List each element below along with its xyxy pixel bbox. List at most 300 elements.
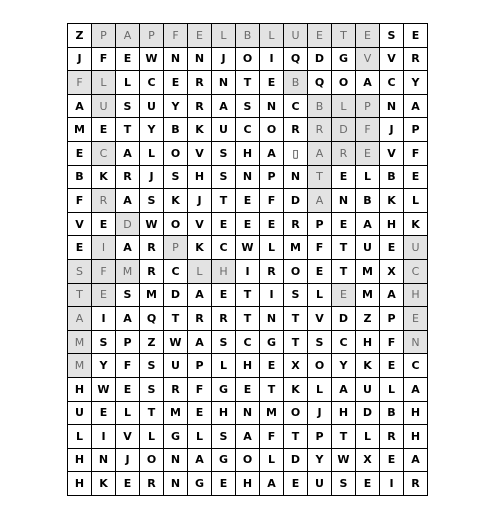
- grid-cell[interactable]: V: [380, 142, 404, 166]
- grid-cell[interactable]: O: [236, 48, 260, 72]
- grid-cell[interactable]: S: [308, 331, 332, 355]
- grid-cell[interactable]: O: [164, 142, 188, 166]
- grid-cell[interactable]: T: [236, 284, 260, 308]
- grid-cell[interactable]: E: [116, 48, 140, 72]
- grid-cell[interactable]: S: [236, 95, 260, 119]
- grid-cell[interactable]: U: [284, 24, 308, 48]
- grid-cell[interactable]: M: [116, 260, 140, 284]
- grid-cell[interactable]: M: [68, 118, 92, 142]
- grid-cell[interactable]: S: [284, 284, 308, 308]
- grid-cell[interactable]: L: [188, 260, 212, 284]
- grid-cell[interactable]: R: [140, 472, 164, 496]
- grid-cell[interactable]: L: [308, 378, 332, 402]
- grid-cell[interactable]: E: [236, 213, 260, 237]
- grid-cell[interactable]: M: [140, 284, 164, 308]
- grid-cell[interactable]: U: [356, 378, 380, 402]
- grid-cell[interactable]: E: [116, 378, 140, 402]
- grid-cell[interactable]: E: [356, 24, 380, 48]
- grid-cell[interactable]: E: [188, 24, 212, 48]
- grid-cell[interactable]: E: [356, 142, 380, 166]
- grid-cell[interactable]: U: [92, 95, 116, 119]
- grid-cell[interactable]: B: [356, 189, 380, 213]
- grid-cell[interactable]: T: [332, 236, 356, 260]
- grid-cell[interactable]: Y: [164, 95, 188, 119]
- grid-cell[interactable]: P: [260, 166, 284, 190]
- grid-cell[interactable]: C: [212, 236, 236, 260]
- grid-cell[interactable]: ▯: [284, 142, 308, 166]
- grid-cell[interactable]: F: [92, 260, 116, 284]
- grid-cell[interactable]: H: [356, 331, 380, 355]
- grid-cell[interactable]: V: [68, 213, 92, 237]
- grid-cell[interactable]: E: [68, 142, 92, 166]
- grid-cell[interactable]: R: [188, 71, 212, 95]
- grid-cell[interactable]: F: [68, 189, 92, 213]
- grid-cell[interactable]: N: [164, 449, 188, 473]
- grid-cell[interactable]: A: [68, 95, 92, 119]
- grid-cell[interactable]: S: [164, 166, 188, 190]
- grid-cell[interactable]: N: [236, 402, 260, 426]
- grid-cell[interactable]: V: [380, 48, 404, 72]
- grid-cell[interactable]: A: [356, 213, 380, 237]
- grid-cell[interactable]: X: [356, 449, 380, 473]
- grid-cell[interactable]: A: [404, 378, 428, 402]
- grid-cell[interactable]: E: [356, 472, 380, 496]
- grid-cell[interactable]: S: [92, 331, 116, 355]
- grid-cell[interactable]: E: [284, 472, 308, 496]
- grid-cell[interactable]: A: [188, 331, 212, 355]
- grid-cell[interactable]: R: [212, 307, 236, 331]
- grid-cell[interactable]: T: [332, 425, 356, 449]
- grid-cell[interactable]: D: [284, 189, 308, 213]
- grid-cell[interactable]: L: [308, 284, 332, 308]
- grid-cell[interactable]: O: [284, 402, 308, 426]
- grid-cell[interactable]: H: [380, 213, 404, 237]
- grid-cell[interactable]: E: [332, 213, 356, 237]
- grid-cell[interactable]: K: [92, 472, 116, 496]
- grid-cell[interactable]: O: [308, 354, 332, 378]
- grid-cell[interactable]: G: [332, 48, 356, 72]
- grid-cell[interactable]: M: [68, 354, 92, 378]
- grid-cell[interactable]: K: [380, 189, 404, 213]
- grid-cell[interactable]: I: [92, 307, 116, 331]
- grid-cell[interactable]: R: [188, 307, 212, 331]
- grid-cell[interactable]: Y: [308, 449, 332, 473]
- grid-cell[interactable]: E: [116, 472, 140, 496]
- grid-cell[interactable]: A: [68, 307, 92, 331]
- grid-cell[interactable]: E: [332, 166, 356, 190]
- grid-cell[interactable]: A: [308, 142, 332, 166]
- grid-cell[interactable]: H: [404, 284, 428, 308]
- grid-cell[interactable]: N: [164, 472, 188, 496]
- grid-cell[interactable]: N: [164, 48, 188, 72]
- grid-cell[interactable]: U: [308, 472, 332, 496]
- grid-cell[interactable]: L: [92, 71, 116, 95]
- grid-cell[interactable]: L: [260, 24, 284, 48]
- grid-cell[interactable]: X: [284, 354, 308, 378]
- grid-cell[interactable]: D: [164, 284, 188, 308]
- grid-cell[interactable]: U: [212, 118, 236, 142]
- grid-cell[interactable]: K: [284, 378, 308, 402]
- grid-cell[interactable]: S: [68, 260, 92, 284]
- grid-cell[interactable]: E: [404, 166, 428, 190]
- grid-cell[interactable]: G: [164, 425, 188, 449]
- grid-cell[interactable]: E: [68, 236, 92, 260]
- grid-cell[interactable]: F: [188, 378, 212, 402]
- grid-cell[interactable]: W: [236, 236, 260, 260]
- grid-cell[interactable]: J: [140, 166, 164, 190]
- grid-cell[interactable]: S: [116, 284, 140, 308]
- grid-cell[interactable]: E: [332, 284, 356, 308]
- grid-cell[interactable]: L: [116, 71, 140, 95]
- grid-cell[interactable]: R: [308, 118, 332, 142]
- grid-cell[interactable]: D: [284, 449, 308, 473]
- grid-cell[interactable]: C: [404, 354, 428, 378]
- grid-cell[interactable]: P: [140, 24, 164, 48]
- grid-cell[interactable]: U: [140, 95, 164, 119]
- grid-cell[interactable]: Q: [284, 48, 308, 72]
- grid-cell[interactable]: Z: [140, 331, 164, 355]
- grid-cell[interactable]: I: [260, 48, 284, 72]
- grid-cell[interactable]: S: [212, 425, 236, 449]
- grid-cell[interactable]: P: [116, 331, 140, 355]
- grid-cell[interactable]: R: [92, 189, 116, 213]
- grid-cell[interactable]: R: [380, 425, 404, 449]
- grid-cell[interactable]: J: [308, 402, 332, 426]
- grid-cell[interactable]: X: [380, 260, 404, 284]
- grid-cell[interactable]: T: [140, 402, 164, 426]
- grid-cell[interactable]: N: [332, 189, 356, 213]
- grid-cell[interactable]: T: [284, 425, 308, 449]
- grid-cell[interactable]: N: [236, 166, 260, 190]
- grid-cell[interactable]: E: [212, 472, 236, 496]
- grid-cell[interactable]: N: [92, 449, 116, 473]
- grid-cell[interactable]: N: [188, 48, 212, 72]
- grid-cell[interactable]: I: [260, 284, 284, 308]
- grid-cell[interactable]: K: [404, 213, 428, 237]
- grid-cell[interactable]: V: [356, 48, 380, 72]
- grid-cell[interactable]: Q: [140, 307, 164, 331]
- grid-cell[interactable]: B: [164, 118, 188, 142]
- grid-cell[interactable]: O: [140, 449, 164, 473]
- grid-cell[interactable]: V: [188, 213, 212, 237]
- grid-cell[interactable]: E: [92, 118, 116, 142]
- grid-cell[interactable]: U: [164, 354, 188, 378]
- grid-cell[interactable]: S: [140, 354, 164, 378]
- grid-cell[interactable]: H: [236, 472, 260, 496]
- grid-cell[interactable]: S: [212, 331, 236, 355]
- grid-cell[interactable]: W: [92, 378, 116, 402]
- grid-cell[interactable]: A: [116, 24, 140, 48]
- grid-cell[interactable]: Z: [68, 24, 92, 48]
- grid-cell[interactable]: T: [332, 260, 356, 284]
- grid-cell[interactable]: A: [260, 472, 284, 496]
- grid-cell[interactable]: W: [332, 449, 356, 473]
- grid-cell[interactable]: T: [164, 307, 188, 331]
- grid-cell[interactable]: O: [164, 213, 188, 237]
- grid-cell[interactable]: K: [356, 354, 380, 378]
- grid-cell[interactable]: D: [308, 48, 332, 72]
- grid-cell[interactable]: Y: [92, 354, 116, 378]
- grid-cell[interactable]: Q: [308, 71, 332, 95]
- grid-cell[interactable]: D: [356, 402, 380, 426]
- grid-cell[interactable]: H: [404, 402, 428, 426]
- grid-cell[interactable]: M: [284, 236, 308, 260]
- grid-cell[interactable]: A: [212, 95, 236, 119]
- grid-cell[interactable]: K: [188, 118, 212, 142]
- grid-cell[interactable]: S: [140, 378, 164, 402]
- grid-cell[interactable]: C: [140, 71, 164, 95]
- grid-cell[interactable]: T: [236, 71, 260, 95]
- grid-cell[interactable]: G: [212, 449, 236, 473]
- grid-cell[interactable]: P: [308, 213, 332, 237]
- grid-cell[interactable]: W: [140, 213, 164, 237]
- grid-cell[interactable]: I: [92, 425, 116, 449]
- grid-cell[interactable]: P: [380, 307, 404, 331]
- grid-cell[interactable]: R: [332, 142, 356, 166]
- grid-cell[interactable]: J: [188, 189, 212, 213]
- grid-cell[interactable]: C: [236, 331, 260, 355]
- grid-cell[interactable]: T: [332, 24, 356, 48]
- grid-cell[interactable]: H: [68, 472, 92, 496]
- grid-cell[interactable]: E: [92, 213, 116, 237]
- grid-cell[interactable]: E: [308, 24, 332, 48]
- grid-cell[interactable]: T: [284, 331, 308, 355]
- grid-cell[interactable]: L: [212, 354, 236, 378]
- grid-cell[interactable]: P: [404, 118, 428, 142]
- grid-cell[interactable]: U: [68, 402, 92, 426]
- grid-cell[interactable]: R: [116, 166, 140, 190]
- grid-cell[interactable]: M: [356, 284, 380, 308]
- grid-cell[interactable]: D: [332, 307, 356, 331]
- grid-cell[interactable]: W: [164, 331, 188, 355]
- grid-cell[interactable]: L: [356, 166, 380, 190]
- grid-cell[interactable]: L: [260, 449, 284, 473]
- grid-cell[interactable]: L: [260, 236, 284, 260]
- grid-cell[interactable]: V: [116, 425, 140, 449]
- grid-cell[interactable]: L: [116, 402, 140, 426]
- grid-cell[interactable]: S: [332, 472, 356, 496]
- grid-cell[interactable]: A: [404, 95, 428, 119]
- grid-cell[interactable]: Y: [404, 71, 428, 95]
- grid-cell[interactable]: E: [260, 213, 284, 237]
- grid-cell[interactable]: K: [188, 236, 212, 260]
- grid-cell[interactable]: I: [236, 260, 260, 284]
- grid-cell[interactable]: M: [164, 402, 188, 426]
- grid-cell[interactable]: M: [260, 402, 284, 426]
- grid-cell[interactable]: I: [92, 236, 116, 260]
- grid-cell[interactable]: E: [260, 71, 284, 95]
- grid-cell[interactable]: H: [332, 402, 356, 426]
- grid-cell[interactable]: E: [380, 449, 404, 473]
- grid-cell[interactable]: A: [188, 284, 212, 308]
- grid-cell[interactable]: L: [380, 378, 404, 402]
- grid-cell[interactable]: O: [284, 260, 308, 284]
- grid-cell[interactable]: B: [308, 95, 332, 119]
- grid-cell[interactable]: A: [116, 307, 140, 331]
- grid-cell[interactable]: R: [284, 213, 308, 237]
- grid-cell[interactable]: J: [116, 449, 140, 473]
- grid-cell[interactable]: Y: [332, 354, 356, 378]
- grid-cell[interactable]: K: [92, 166, 116, 190]
- grid-cell[interactable]: T: [260, 378, 284, 402]
- grid-cell[interactable]: A: [236, 425, 260, 449]
- grid-cell[interactable]: R: [404, 48, 428, 72]
- grid-cell[interactable]: C: [380, 71, 404, 95]
- grid-cell[interactable]: F: [380, 331, 404, 355]
- grid-cell[interactable]: F: [68, 71, 92, 95]
- grid-cell[interactable]: E: [380, 354, 404, 378]
- grid-cell[interactable]: F: [356, 118, 380, 142]
- grid-cell[interactable]: A: [116, 142, 140, 166]
- grid-cell[interactable]: E: [308, 260, 332, 284]
- grid-cell[interactable]: A: [332, 378, 356, 402]
- grid-cell[interactable]: J: [212, 48, 236, 72]
- grid-cell[interactable]: T: [116, 118, 140, 142]
- grid-cell[interactable]: R: [140, 236, 164, 260]
- grid-cell[interactable]: H: [236, 142, 260, 166]
- grid-cell[interactable]: N: [404, 331, 428, 355]
- grid-cell[interactable]: C: [404, 260, 428, 284]
- grid-cell[interactable]: B: [380, 166, 404, 190]
- grid-cell[interactable]: G: [188, 472, 212, 496]
- grid-cell[interactable]: H: [404, 425, 428, 449]
- grid-cell[interactable]: E: [380, 236, 404, 260]
- grid-cell[interactable]: B: [380, 402, 404, 426]
- grid-cell[interactable]: T: [308, 166, 332, 190]
- grid-cell[interactable]: F: [116, 354, 140, 378]
- grid-cell[interactable]: F: [92, 48, 116, 72]
- grid-cell[interactable]: F: [260, 189, 284, 213]
- grid-cell[interactable]: P: [356, 95, 380, 119]
- grid-cell[interactable]: S: [380, 24, 404, 48]
- grid-cell[interactable]: C: [332, 331, 356, 355]
- grid-cell[interactable]: R: [188, 95, 212, 119]
- grid-cell[interactable]: R: [140, 260, 164, 284]
- grid-cell[interactable]: C: [164, 260, 188, 284]
- grid-cell[interactable]: E: [404, 307, 428, 331]
- grid-cell[interactable]: S: [212, 142, 236, 166]
- grid-cell[interactable]: L: [404, 189, 428, 213]
- grid-cell[interactable]: L: [188, 425, 212, 449]
- grid-cell[interactable]: S: [212, 166, 236, 190]
- grid-cell[interactable]: E: [260, 354, 284, 378]
- grid-cell[interactable]: A: [356, 71, 380, 95]
- grid-cell[interactable]: F: [404, 142, 428, 166]
- grid-cell[interactable]: L: [332, 95, 356, 119]
- grid-cell[interactable]: E: [188, 402, 212, 426]
- grid-cell[interactable]: L: [68, 425, 92, 449]
- grid-cell[interactable]: P: [308, 425, 332, 449]
- grid-cell[interactable]: N: [260, 95, 284, 119]
- grid-cell[interactable]: A: [260, 142, 284, 166]
- grid-cell[interactable]: Z: [356, 307, 380, 331]
- grid-cell[interactable]: S: [140, 189, 164, 213]
- grid-cell[interactable]: R: [164, 378, 188, 402]
- grid-cell[interactable]: R: [284, 118, 308, 142]
- grid-cell[interactable]: E: [212, 213, 236, 237]
- grid-cell[interactable]: N: [260, 307, 284, 331]
- grid-cell[interactable]: O: [260, 118, 284, 142]
- grid-cell[interactable]: B: [68, 166, 92, 190]
- grid-cell[interactable]: L: [140, 142, 164, 166]
- grid-cell[interactable]: E: [212, 284, 236, 308]
- grid-cell[interactable]: P: [164, 236, 188, 260]
- grid-cell[interactable]: T: [212, 189, 236, 213]
- grid-cell[interactable]: E: [404, 24, 428, 48]
- grid-cell[interactable]: O: [236, 449, 260, 473]
- grid-cell[interactable]: G: [212, 378, 236, 402]
- grid-cell[interactable]: H: [68, 378, 92, 402]
- grid-cell[interactable]: I: [380, 472, 404, 496]
- grid-cell[interactable]: B: [236, 24, 260, 48]
- grid-cell[interactable]: M: [356, 260, 380, 284]
- grid-cell[interactable]: B: [284, 71, 308, 95]
- grid-cell[interactable]: O: [332, 71, 356, 95]
- grid-cell[interactable]: A: [188, 449, 212, 473]
- grid-cell[interactable]: S: [116, 95, 140, 119]
- grid-cell[interactable]: Y: [140, 118, 164, 142]
- grid-cell[interactable]: A: [404, 449, 428, 473]
- grid-cell[interactable]: F: [164, 24, 188, 48]
- grid-cell[interactable]: J: [68, 48, 92, 72]
- grid-cell[interactable]: F: [260, 425, 284, 449]
- grid-cell[interactable]: U: [404, 236, 428, 260]
- grid-cell[interactable]: T: [284, 307, 308, 331]
- grid-cell[interactable]: G: [260, 331, 284, 355]
- grid-cell[interactable]: N: [212, 71, 236, 95]
- grid-cell[interactable]: H: [236, 354, 260, 378]
- grid-cell[interactable]: P: [188, 354, 212, 378]
- grid-cell[interactable]: L: [140, 425, 164, 449]
- grid-cell[interactable]: D: [116, 213, 140, 237]
- grid-cell[interactable]: C: [92, 142, 116, 166]
- grid-cell[interactable]: E: [236, 378, 260, 402]
- grid-cell[interactable]: V: [308, 307, 332, 331]
- grid-cell[interactable]: T: [236, 307, 260, 331]
- grid-cell[interactable]: E: [164, 71, 188, 95]
- grid-cell[interactable]: L: [212, 24, 236, 48]
- grid-cell[interactable]: M: [68, 331, 92, 355]
- grid-cell[interactable]: R: [260, 260, 284, 284]
- grid-cell[interactable]: H: [68, 449, 92, 473]
- grid-cell[interactable]: N: [284, 166, 308, 190]
- grid-cell[interactable]: E: [92, 284, 116, 308]
- grid-cell[interactable]: R: [404, 472, 428, 496]
- grid-cell[interactable]: A: [308, 189, 332, 213]
- grid-cell[interactable]: U: [356, 236, 380, 260]
- grid-cell[interactable]: L: [356, 425, 380, 449]
- grid-cell[interactable]: J: [380, 118, 404, 142]
- grid-cell[interactable]: A: [380, 284, 404, 308]
- grid-cell[interactable]: N: [380, 95, 404, 119]
- grid-cell[interactable]: C: [284, 95, 308, 119]
- grid-cell[interactable]: A: [116, 236, 140, 260]
- grid-cell[interactable]: D: [332, 118, 356, 142]
- grid-cell[interactable]: H: [212, 402, 236, 426]
- grid-cell[interactable]: T: [68, 284, 92, 308]
- grid-cell[interactable]: E: [92, 402, 116, 426]
- grid-cell[interactable]: P: [92, 24, 116, 48]
- grid-cell[interactable]: H: [188, 166, 212, 190]
- grid-cell[interactable]: E: [236, 189, 260, 213]
- grid-cell[interactable]: W: [140, 48, 164, 72]
- grid-cell[interactable]: V: [188, 142, 212, 166]
- grid-cell[interactable]: H: [212, 260, 236, 284]
- grid-cell[interactable]: C: [236, 118, 260, 142]
- grid-cell[interactable]: A: [116, 189, 140, 213]
- grid-cell[interactable]: K: [164, 189, 188, 213]
- grid-cell[interactable]: F: [308, 236, 332, 260]
